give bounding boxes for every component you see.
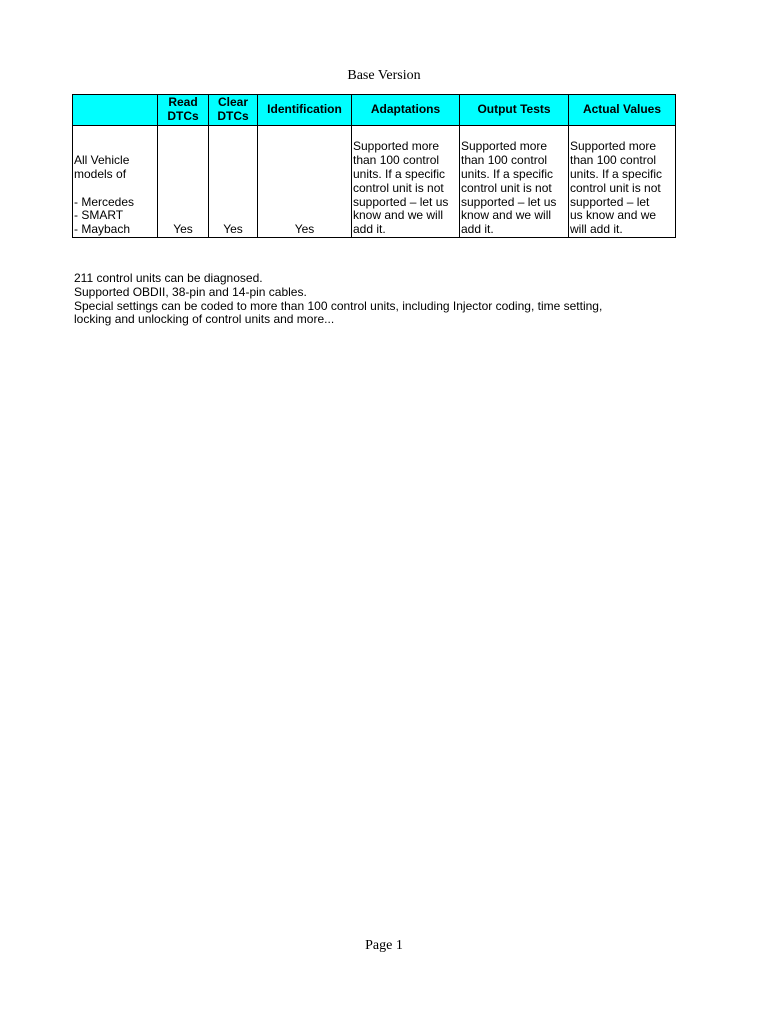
note-line: Special settings can be coded to more than 100 control units, including Injector coding, time setting, bbox=[74, 298, 603, 313]
page-number: Page 1 bbox=[365, 938, 403, 953]
feature-table bbox=[72, 94, 676, 238]
header-vehicles bbox=[73, 95, 158, 126]
note-line: 211 control units can be diagnosed. bbox=[74, 271, 263, 285]
note-line: locking and unlocking of control units and more... bbox=[74, 312, 335, 327]
cell-actual-values: Supported more than 100 control units. If a specific control unit is not supported – let us know and we will add it. bbox=[569, 126, 676, 238]
header-actual-values: Actual Values bbox=[569, 95, 676, 126]
cell-output-tests: Supported more than 100 control units. If a specific control unit is not supported – let us know and we will add it. bbox=[460, 126, 569, 238]
header-clear-dtcs: Clear DTCs bbox=[209, 95, 258, 126]
table-header-row bbox=[73, 95, 676, 126]
note-line: Supported OBDII, 38-pin and 14-pin cables. bbox=[74, 284, 307, 299]
header-identification: Identification bbox=[258, 95, 352, 126]
page-title: Base Version bbox=[347, 68, 421, 83]
cell-clear-dtcs: Yes bbox=[209, 126, 258, 238]
cell-adaptations: Supported more than 100 control units. If a specific control unit is not supported – let us know and we will add it. bbox=[352, 126, 460, 238]
header-read-dtcs: Read DTCs bbox=[158, 95, 209, 126]
table-row bbox=[73, 126, 676, 238]
cell-identification: Yes bbox=[258, 126, 352, 238]
header-adaptations: Adaptations bbox=[352, 95, 460, 126]
cell-vehicles: All Vehicle models of - Mercedes - SMART - Maybach bbox=[73, 126, 158, 238]
cell-read-dtcs: Yes bbox=[158, 126, 209, 238]
header-output-tests: Output Tests bbox=[460, 95, 569, 126]
notes bbox=[74, 272, 694, 327]
